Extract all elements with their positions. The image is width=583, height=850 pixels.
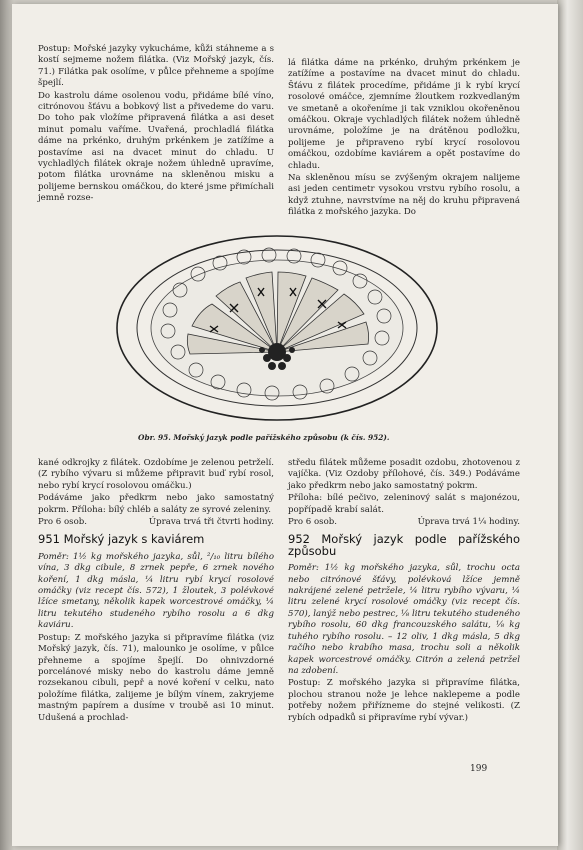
recipe-heading: 952 Mořský jazyk podle pařížského způsobu xyxy=(288,532,520,558)
servings: Pro 6 osob. xyxy=(38,517,87,528)
book-edge xyxy=(557,0,583,850)
prep-time: Úprava trvá 1¼ hodiny. xyxy=(417,517,520,528)
paragraph: lá filátka dáme na prkénko, druhým prkénkem je zatížíme a postavíme na dvacet minut do chladu. Šťávu z filátek procedíme, přidáme ji k rybí krycí rosolové omáčce, zjemníme žloutkem rozkvedlaným ve smetaně a okořeníme ji tak vzniklou okořeněnou omáčkou. Okraje vychladlých filátek nožem úhledně urovnáme, položíme je na drátěnou podložku, polijeme je připraveno rybí krycí rosolovou omáčkou, ozdobíme kaviárem a opět postavíme do chladu. xyxy=(288,58,520,171)
paragraph: Do kastrolu dáme osolenou vodu, přidáme bílé víno, citrónovou šťávu a bobkový list a přivedeme do varu. Do toho pak vložíme připravená filátka a asi deset minut pomalu vaříme. Uvařená, prochladlá filátka dáme na prkénko, druhým prkénkem je zatížíme a postavíme asi na dvacet minut do chladu. U vychladlých filátek okraje nožem úhledně upravíme, potom filátka urovnáme na skleněnou misku a polijeme bernskou omáčkou, do které jsme přimíchali jemně rozse- xyxy=(38,90,274,204)
paragraph: Na skleněnou mísu se zvýšeným okrajem nalijeme asi jeden centimetr vysokou vrstvu rybího rosolu, a když ztuhne, navrstvíme na něj do kruhu připravená filátka z mořského jazyka. Do xyxy=(288,173,520,218)
paragraph: středu filátek můžeme posadit ozdobu, zhotovenou z vajíčka. (Viz Ozdoby přílohové, čís. 349.) Podáváme jako předkrm nebo jako samostatný pokrm. xyxy=(288,458,520,491)
ingredients: Poměr: 1½ kg mořského jazyka, sůl, ²/₁₀ litru bílého vína, 3 dkg cibule, 8 zrnek pepře, 6 zrnek nového koření, 1 dkg másla, ¼ litru rybí krycí rosolové omáčky (viz recept čís. 572), 1 žloutek, 3 polévkové lžíce smetany, několik kapek worcestrové omáčky, ¼ litru tekutého studeného rybího rosolu a 6 dkg kaviáru. xyxy=(38,551,274,631)
column-bottom-left xyxy=(38,458,274,725)
ingredients: Poměr: 1½ kg mořského jazyka, sůl, trochu octa nebo citrónové šťávy, polévková lžíce jemně nakrájené zelené petržele, ¼ litru rybího vývaru, ¼ litru zelené krycí rosolové omáčky (viz recept čís. 570), lanýž nebo pestrec, ⅛ litru tekutého studeného rybího rosolu, 60 dkg francouzského salátu, ⅛ kg tuhého rybího rosolu. – 12 oliv, 1 dkg másla, 5 dkg račího nebo krabího masa, trochu soli a několik kapek worcestrové omáčky. Citrón a zelená petržel na zdobení. xyxy=(288,563,520,676)
paragraph: kané odkrojky z filátek. Ozdobíme je zelenou petrželí. (Z rybího vývaru si můžeme připravit buď rybí rosol, nebo rybí krycí rosolovou omáčku.) xyxy=(38,458,274,491)
paragraph: Podáváme jako předkrm nebo jako samostatný pokrm. Příloha: bílý chléb a saláty ze syrové zeleniny. xyxy=(38,493,274,515)
page-number: 199 xyxy=(470,764,488,774)
column-top-left xyxy=(38,44,274,206)
column-top-right xyxy=(288,58,520,220)
recipe-meta xyxy=(38,517,274,528)
figure-caption: Obr. 95. Mořský jazyk podle pařížského způsobu (k čís. 952). xyxy=(138,433,390,442)
column-bottom-right xyxy=(288,458,520,725)
recipe-meta xyxy=(288,517,520,528)
paragraph: Postup: Mořské jazyky vykucháme, kůži stáhneme a s kostí sejmeme nožem filátka. (Viz Mořský jazyk, čís. 71.) Filátka pak osolíme, v půlce přehneme a spojíme špejlí. xyxy=(38,44,274,89)
fish-platter-illustration xyxy=(112,230,442,426)
recipe-heading: 951 Mořský jazyk s kaviárem xyxy=(38,532,205,547)
method: Postup: Z mořského jazyka si připravíme filátka, plochou stranou nože je lehce naklepeme a podle potřeby nožem přiřízneme do stejné velikosti. (Z rybích odpadků si připravíme rybí vývar.) xyxy=(288,678,520,723)
servings: Pro 6 osob. xyxy=(288,517,337,528)
method: Postup: Z mořského jazyka si připravíme filátka (viz Mořský jazyk, čís. 71), malounko je osolíme, v půlce přehneme a spojíme špejlí. Do ohnivzdorné porcelánové misky nebo do kastrolu dáme jemně rozsekanou cibuli, pepř a nové koření v celku, nato položíme filátka, zalijeme je bílým vínem, zakryjeme mastným papírem a dusíme v troubě asi 10 minut. Udušená a prochlad- xyxy=(38,632,274,723)
prep-time: Úprava trvá tři čtvrti hodiny. xyxy=(148,517,274,528)
paragraph: Příloha: bílé pečivo, zeleninový salát s majonézou, popřípadě krabí salát. xyxy=(288,493,520,515)
